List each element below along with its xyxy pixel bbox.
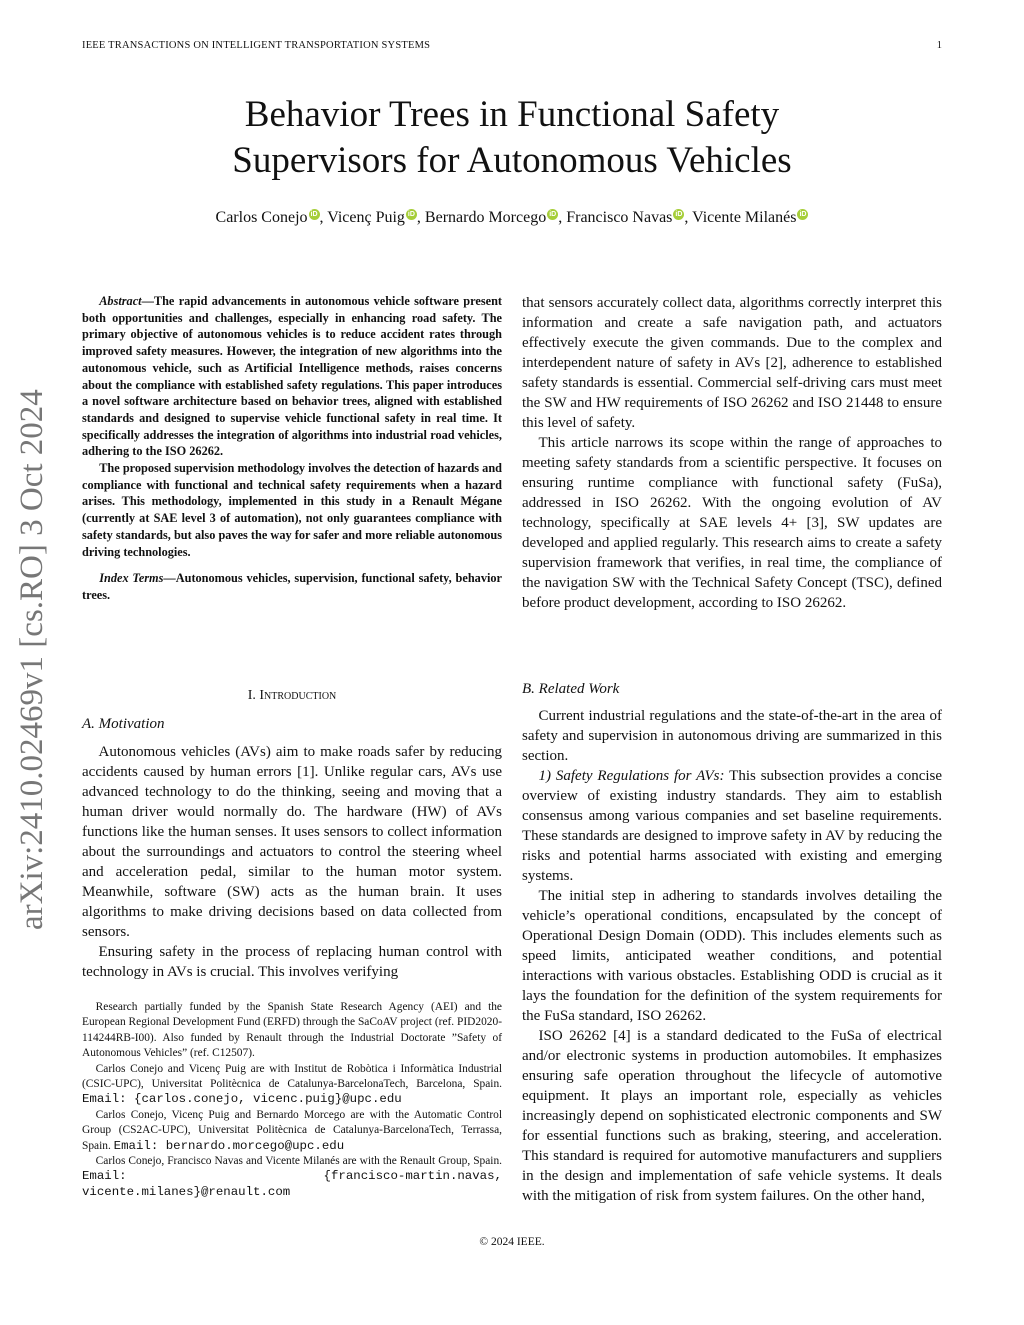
- index-terms-dash: —: [163, 571, 176, 586]
- paper-title-line-2: Supervisors for Autonomous Vehicles: [232, 140, 792, 181]
- journal-header: IEEE TRANSACTIONS ON INTELLIGENT TRANSPORTATION SYSTEMS: [82, 40, 431, 51]
- author-separator: ,: [558, 209, 567, 226]
- orcid-icon[interactable]: iD: [799, 211, 807, 218]
- body-paragraph: Ensuring safety in the process of replacing human control with technology in AVs is crucial. This involves verifying: [82, 944, 502, 980]
- body-paragraph: that sensors accurately collect data, algorithms correctly interpret this information and create a safe navigation path, and actuators effectively execute the given commands. Due to the complex and interdependent nature of safety in AVs [2], adherence to established safety standards is essential. Commercial self-driving cars must meet the SW and HW requirements of ISO 26262 and ISO 21448 to ensure this level of safety.: [522, 295, 942, 431]
- motivation-text: [82, 742, 502, 982]
- email-link[interactable]: Email: {carlos.conejo, vicenc.puig}@upc.edu: [82, 1092, 402, 1107]
- author-name: Bernardo Morcego: [424, 209, 547, 226]
- arxiv-stamp: arXiv:2410.02469v1 [cs.RO] 3 Oct 2024: [14, 389, 50, 930]
- right-column-top: [522, 293, 942, 613]
- section-title: Introduction: [259, 688, 337, 703]
- body-paragraph: Current industrial regulations and the state-of-the-art in the area of safety and supervision in autonomous driving are summarized in this section.: [522, 708, 942, 764]
- footnote-affiliation-2: [82, 1108, 502, 1154]
- footnote-text: Carlos Conejo, Francisco Navas and Vicente Milanés are with the Renault Group, Spain.: [95, 1155, 502, 1168]
- abstract-paragraph-1: [82, 293, 502, 460]
- email-link[interactable]: Email: bernardo.morcego@upc.edu: [113, 1138, 345, 1153]
- body-paragraph: [522, 766, 942, 886]
- body-paragraph: ISO 26262 [4] is a standard dedicated to the FuSa of electrical and/or electronic systems in production automobiles. It emphasizes ensuring safe operation throughout the lifecycle of automotive equipment. It plays an important role, especially as vehicles increasingly depend on sophisticated electronic components and SW for essential functions such as braking, steering, and acceleration. This standard is required for automotive manufacturers and suppliers in the design and implementation of safe vehicle systems. It deals with the mitigation of risk from system failures. On the other hand,: [522, 1028, 942, 1204]
- body-paragraph: Autonomous vehicles (AVs) aim to make roads safer by reducing accidents caused by human errors [1]. Unlike regular cars, AVs use advanced technology to do the thinking, seeing and moving that a human driver would normally do. The hardware (HW) of AVs functions like the human senses. It uses sensors to collect information about the surroundings and actuators to control the steering wheel and acceleration pedal, similar to the human motor system. Meanwhile, software (SW) acts as the human brain. It uses algorithms to make driving decisions based on data collected from sensors.: [82, 744, 502, 940]
- author-name: Vicenç Puig: [327, 209, 405, 226]
- orcid-icon[interactable]: iD: [675, 211, 683, 218]
- orcid-icon[interactable]: iD: [310, 211, 318, 218]
- email-link[interactable]: Email: {francisco-martin.navas, vicente.milanes}@renault.com: [82, 1169, 502, 1199]
- index-terms-text: Autonomous vehicles, supervision, functional safety, behavior trees.: [82, 571, 502, 602]
- paragraph-lead-in: 1) Safety Regulations for AVs:: [538, 768, 725, 784]
- author-separator: ,: [416, 209, 425, 226]
- paper-title: [0, 92, 1024, 184]
- right-column-related-work: [522, 706, 942, 1206]
- body-paragraph: The initial step in adhering to standards involves detailing the vehicle’s operational conditions, encapsulated by the concept of Operational Design Domain (ODD). This includes elements such as speed limits, anticipated weather conditions, and potential interactions with various obstacles. Establishing ODD is crucial as it lays the foundation for the definition of the system requirements for the FuSa standard, ISO 26262.: [522, 888, 942, 1024]
- footnotes: [82, 1000, 502, 1200]
- page-number: 1: [936, 40, 942, 51]
- paper-title-line-1: Behavior Trees in Functional Safety: [244, 94, 780, 135]
- footnote-affiliation-1: [82, 1062, 502, 1108]
- author-list: [0, 209, 1024, 227]
- author-name: Francisco Navas: [566, 209, 673, 226]
- subsection-heading-related-work: B. Related Work: [522, 681, 620, 697]
- footnote-text: Carlos Conejo, Vicenç Puig and Bernardo Morcego are with the Automatic Control Group (CS2AC-UPC), Universitat Politècnica de Catalunya-BarcelonaTech, Terrassa, Spain.: [82, 1108, 502, 1152]
- abstract: [82, 293, 502, 604]
- subsection-heading-motivation: A. Motivation: [82, 716, 165, 732]
- abstract-text: The rapid advancements in autonomous vehicle software present both opportunities and challenges, especially in enhancing road safety. The primary objective of autonomous vehicles is to reduce accident rates through improved safety measures. However, the integration of new algorithms into the autonomous vehicle, such as Artificial Intelligence methods, raises concerns about the compliance with established safety regulations. This paper introduces a novel software architecture based on behavior trees, aligned with established standards and designed to supervise vehicle functional safety in real time. It specifically addresses the integration of algorithms into industrial road vehicles, adhering to the ISO 26262.: [82, 294, 502, 459]
- copyright-notice: © 2024 IEEE.: [479, 1236, 545, 1248]
- index-terms: [82, 570, 502, 603]
- index-terms-label: Index Terms: [99, 571, 164, 586]
- footnote-text: Carlos Conejo and Vicenç Puig are with Institut de Robòtica i Informàtica Industrial (CSIC-UPC), Universitat Politècnica de Catalunya-BarcelonaTech, Barcelona, Spain.: [82, 1062, 502, 1091]
- footnote-affiliation-3: [82, 1154, 502, 1200]
- abstract-dash: —: [141, 294, 154, 308]
- section-heading-introduction: [82, 688, 502, 704]
- author-separator: ,: [319, 209, 328, 226]
- orcid-icon[interactable]: iD: [407, 211, 415, 218]
- author-separator: ,: [684, 209, 693, 226]
- abstract-paragraph-2: The proposed supervision methodology involves the detection of hazards and compliance with functional and technical safety requirements when a hazard arises. This methodology, implemented in this study in a Renault Mégane (currently at SAE level 3 of automation), not only guarantees compliance with safety standards, but also paves the way for safer and more reliable autonomous driving technologies.: [82, 461, 502, 559]
- footnote-funding: Research partially funded by the Spanish State Research Agency (AEI) and the European Regional Development Fund (ERFD) through the SaCoAV project (ref. PID2020-114244RB-I00). Also funded by Renault through the Industrial Doctorate ”Safety of Autonomous Vehicles” (ref. C12507).: [82, 1001, 502, 1060]
- section-numeral: I.: [247, 688, 260, 703]
- paragraph-text: This subsection provides a concise overview of existing industry standards. They aim to establish consensus among various companies and set baseline requirements. These standards are designed to improve safety in AV by reducing the risks and potential harms associated with existing and emerging systems.: [522, 768, 943, 884]
- author-name: Vicente Milanés: [692, 209, 797, 226]
- body-paragraph: This article narrows its scope within the range of approaches to meeting safety standards from a scientific perspective. It focuses on ensuring runtime compliance with functional safety (FuSa), addressed in ISO 26262. With the ongoing evolution of AV technology, specifically at SAE levels 4+ [3], SW updates are developed and applied regularly. This research aims to create a safety supervision framework that verifies, in real time, the compliance of the navigation SW with the Technical Safety Concept (TSC), defined before product development, according to ISO 26262.: [522, 435, 942, 611]
- abstract-label: Abstract: [99, 294, 142, 308]
- orcid-icon[interactable]: iD: [549, 211, 557, 218]
- author-name: Carlos Conejo: [215, 209, 308, 226]
